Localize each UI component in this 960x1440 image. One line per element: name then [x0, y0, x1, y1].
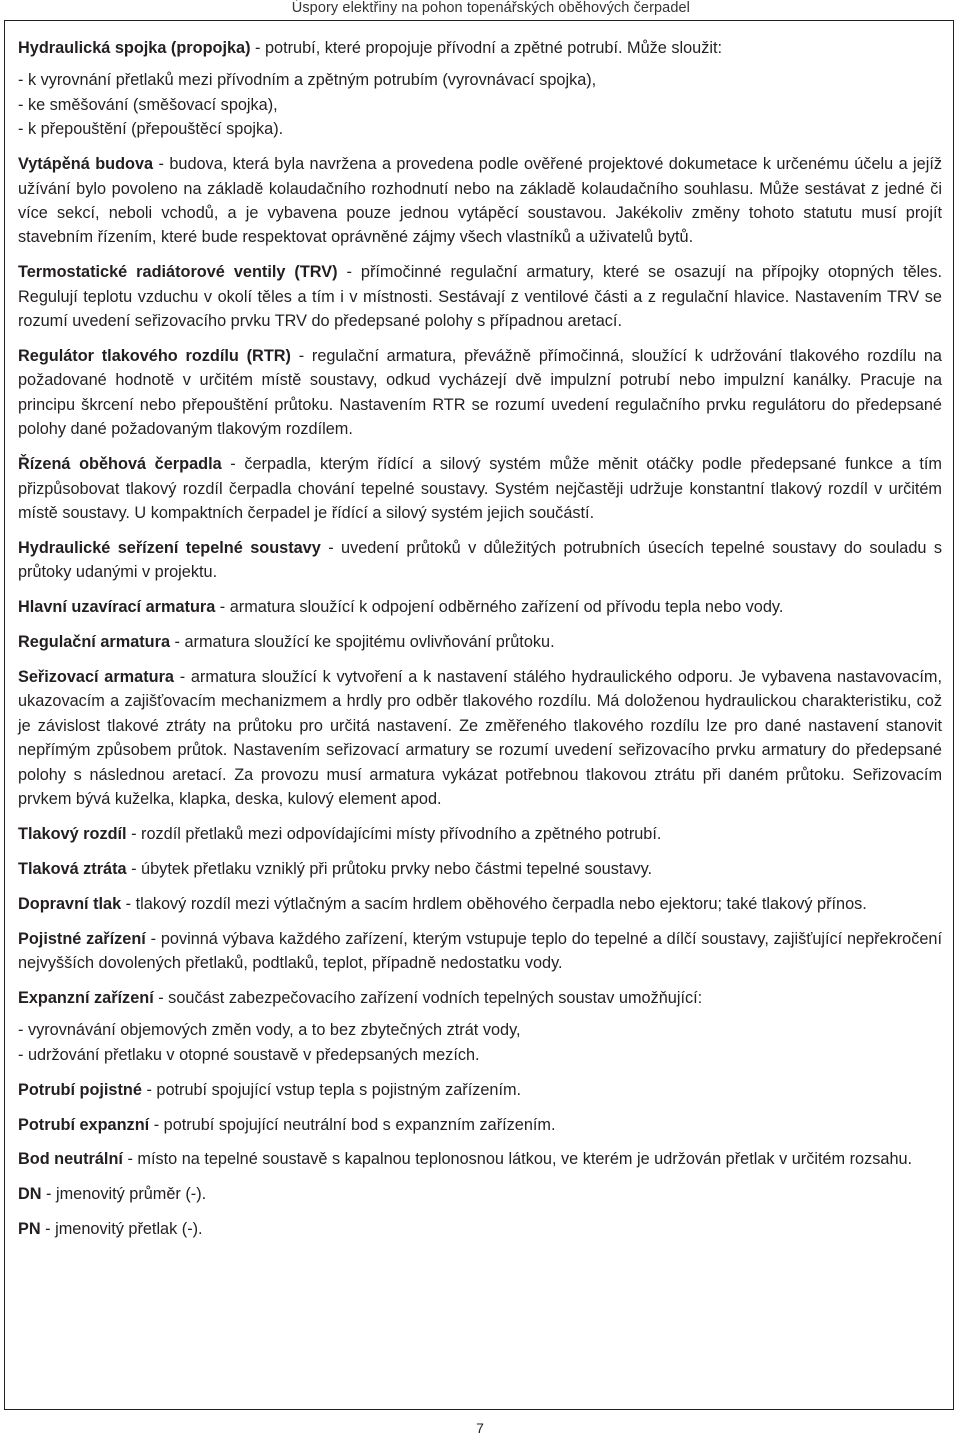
entry-term: Řízená oběhová čerpadla — [18, 455, 222, 474]
entry-definition: - povinná výbava každého zařízení, kterým vstupuje teplo do tepelné a dílčí soustavy, zajišťující nepřekročení nejvyšších dovolených přetlaků, podtlaků, teplot, případně nedostatku vody. — [18, 929, 943, 972]
list-item: - vyrovnávání objemových změn vody, a to bez zbytečných ztrát vody, — [18, 1021, 521, 1040]
entry-neutral-point — [18, 1147, 942, 1171]
page-number: 7 — [476, 1420, 484, 1436]
list-item: - ke směšování (směšovací spojka), — [18, 95, 278, 114]
entry-safety-pipe — [18, 1078, 942, 1102]
entry-definition: - potrubí spojující vstup tepla s pojistným zařízením. — [141, 1080, 522, 1099]
entry-hydraulic-coupling — [18, 36, 942, 142]
entry-pump-head — [18, 892, 942, 916]
entry-expansion-device — [18, 986, 942, 1067]
entry-term: Potrubí expanzní — [18, 1115, 150, 1134]
list-item: - k vyrovnání přetlaků mezi přívodním a zpětným potrubím (vyrovnávací spojka), — [18, 71, 597, 90]
entry-definition: - regulační armatura, převážně přímočinná, sloužící k udržování tlakového rozdílu na požadované hodnotě v určitém místě soustavy, odkud vycházejí dvě impulzní potrubí nebo impulzní kanálky. Pracuje na principu škrcení nebo přepouštění průtoku. Nastavením RTR se rozumí uvedení regulačního prvku regulátoru do předepsané polohy dané požadovaným tlakovým rozdílem. — [18, 346, 942, 439]
entry-paragraph — [18, 1113, 942, 1137]
entry-hydraulic-balancing — [18, 536, 942, 585]
entry-main-shutoff-valve — [18, 595, 942, 619]
entry-paragraph — [18, 665, 942, 811]
entry-definition: - armatura sloužící ke spojitému ovlivňování průtoku. — [170, 633, 555, 652]
entry-heated-building — [18, 152, 942, 250]
entry-paragraph — [18, 892, 942, 916]
entry-term: Vytápěná budova — [18, 155, 154, 174]
entry-term: Dopravní tlak — [18, 894, 122, 913]
entry-paragraph — [18, 152, 942, 250]
entry-term: Regulační armatura — [18, 633, 171, 652]
entry-safety-device — [18, 927, 942, 976]
entry-definition: - armatura sloužící k vytvoření a k nastavení stálého hydraulického odporu. Je vybavena nastavovacím, ukazovacím a zajišťovacím mechanizmem a hrdly pro odběr tlakového rozdílu. Má doloženou hydraulickou charakteristiku, což je závislost tlakové ztráty na průtoku pro určitá nastavení. Ze změřeného tlakového rozdílu lze pro dané nastavení stanovit nepřímým způsobem průtok. Nastavením seřizovací armatury se rozumí uvedení seřizovacího prvku armatury do předepsané polohy s následnou aretací. Za provozu musí armatura vykázat potřebnou tlakovou ztrátu při daném průtoku. Seřizovacím prvkem bývá kuželka, klapka, deska, kulový element apod. — [18, 667, 942, 808]
entry-paragraph — [18, 927, 942, 976]
entry-term: Seřizovací armatura — [18, 667, 174, 686]
entry-definition: - rozdíl přetlaků mezi odpovídajícími místy přívodního a zpětného potrubí. — [126, 824, 662, 843]
running-header: Úspory elektřiny na pohon topenářských oběhových čerpadel — [291, 0, 690, 16]
entry-control-valve — [18, 630, 942, 654]
list-item: - udržování přetlaku v otopné soustavě v předepsaných mezích. — [18, 1045, 480, 1064]
entry-paragraph — [18, 536, 942, 585]
entry-paragraph — [18, 1147, 942, 1171]
entry-pn — [18, 1217, 942, 1241]
entry-trv — [18, 260, 942, 333]
entry-definition: - potrubí, které propojuje přívodní a zpětné potrubí. Může sloužit: — [250, 39, 723, 57]
entry-balancing-valve — [18, 665, 942, 811]
entry-definition: - tlakový rozdíl mezi výtlačným a sacím hrdlem oběhového čerpadla nebo ejektoru; také tlakový přínos. — [121, 894, 867, 913]
entry-paragraph — [18, 260, 942, 333]
entry-term: Expanzní zařízení — [18, 988, 154, 1007]
entry-term: Pojistné zařízení — [18, 929, 146, 948]
entry-rtr — [18, 344, 942, 442]
entry-definition: - jmenovitý průměr (-). — [41, 1185, 207, 1204]
entry-expansion-pipe — [18, 1113, 942, 1137]
entry-term: Bod neutrální — [18, 1150, 123, 1169]
entry-paragraph — [18, 630, 942, 654]
entry-definition: - úbytek přetlaku vzniklý při průtoku prvky nebo částmi tepelné soustavy. — [126, 859, 653, 878]
entry-term: Hlavní uzavírací armatura — [18, 598, 216, 617]
entry-definition: - potrubí spojující neutrální bod s expanzním zařízením. — [149, 1115, 556, 1134]
entry-paragraph — [18, 36, 942, 60]
entry-controlled-pumps — [18, 452, 942, 525]
entry-pressure-loss — [18, 857, 942, 881]
entry-paragraph — [18, 822, 942, 846]
entry-term: Hydraulická spojka (propojka) — [18, 39, 251, 57]
entry-definition: - součást zabezpečovacího zařízení vodních tepelných soustav umožňující: — [153, 988, 703, 1007]
entry-dn — [18, 1182, 942, 1206]
entry-paragraph — [18, 1217, 942, 1241]
entry-term: Regulátor tlakového rozdílu (RTR) — [18, 346, 291, 365]
entry-definition: - armatura sloužící k odpojení odběrného zařízení od přívodu tepla nebo vody. — [215, 598, 784, 617]
entry-paragraph — [18, 986, 942, 1010]
list-item: - k přepouštění (přepouštěcí spojka). — [18, 120, 284, 139]
entry-term: PN — [18, 1220, 41, 1239]
entry-definition: - budova, která byla navržena a provedena podle ověřené projektové dokumetace k určenému účelu a jejíž užívání bylo povoleno na základě kolaudačního rozhodnutí nebo na základě kolaudačního souhlasu. Může sestávat z jedné či více sekcí, neboli vchodů, a je vybavena pouze jednou vytápěcí soustavou. Jakékoliv změny tohoto statutu musí projít stavebním řízením, které bude respektovat oprávněné zájmy všech vlastníků a uživatelů bytů. — [18, 155, 942, 247]
entry-definition: - jmenovitý přetlak (-). — [40, 1220, 203, 1239]
entry-paragraph — [18, 452, 942, 525]
entry-paragraph — [18, 1182, 942, 1206]
entry-paragraph — [18, 857, 942, 881]
entry-definition: - místo na tepelné soustavě s kapalnou teplonosnou látkou, ve kterém je udržován přetlak v určitém rozsahu. — [122, 1150, 913, 1169]
entry-definition: - uvedení průtoků v důležitých potrubních úsecích tepelné soustavy do souladu s průtoky udanými v projektu. — [18, 538, 942, 582]
entry-definition: - čerpadla, kterým řídící a silový systém může měnit otáčky podle předepsané funkce a tím přizpůsobovat tlakový rozdíl čerpadla chování tepelné soustavy. Systém nejčastěji udržuje konstantní tlakový rozdíl v určitém místě soustavy. U kompaktních čerpadel je řídící a silový systém jejich součástí. — [18, 455, 942, 522]
entry-term: Tlakový rozdíl — [18, 824, 127, 843]
entry-term: Tlaková ztráta — [18, 859, 127, 878]
glossary-content — [18, 36, 942, 1252]
entry-definition: - přímočinné regulační armatury, které se osazují na přípojky otopných těles. Regulují teplotu vzduchu v okolí těles a tím i v místnosti. Sestávají z ventilové části a z regulační hlavice. Nastavením TRV se rozumí uvedení seřizovacího prvku TRV do předepsané polohy s případnou aretací. — [18, 263, 942, 331]
entry-term: Hydraulické seřízení tepelné soustavy — [18, 538, 321, 557]
entry-paragraph — [18, 344, 942, 442]
entry-pressure-difference — [18, 822, 942, 846]
entry-paragraph — [18, 595, 942, 619]
entry-term: Potrubí pojistné — [18, 1080, 142, 1099]
entry-term: Termostatické radiátorové ventily (TRV) — [18, 263, 338, 282]
entry-paragraph — [18, 1078, 942, 1102]
entry-term: DN — [18, 1185, 42, 1204]
